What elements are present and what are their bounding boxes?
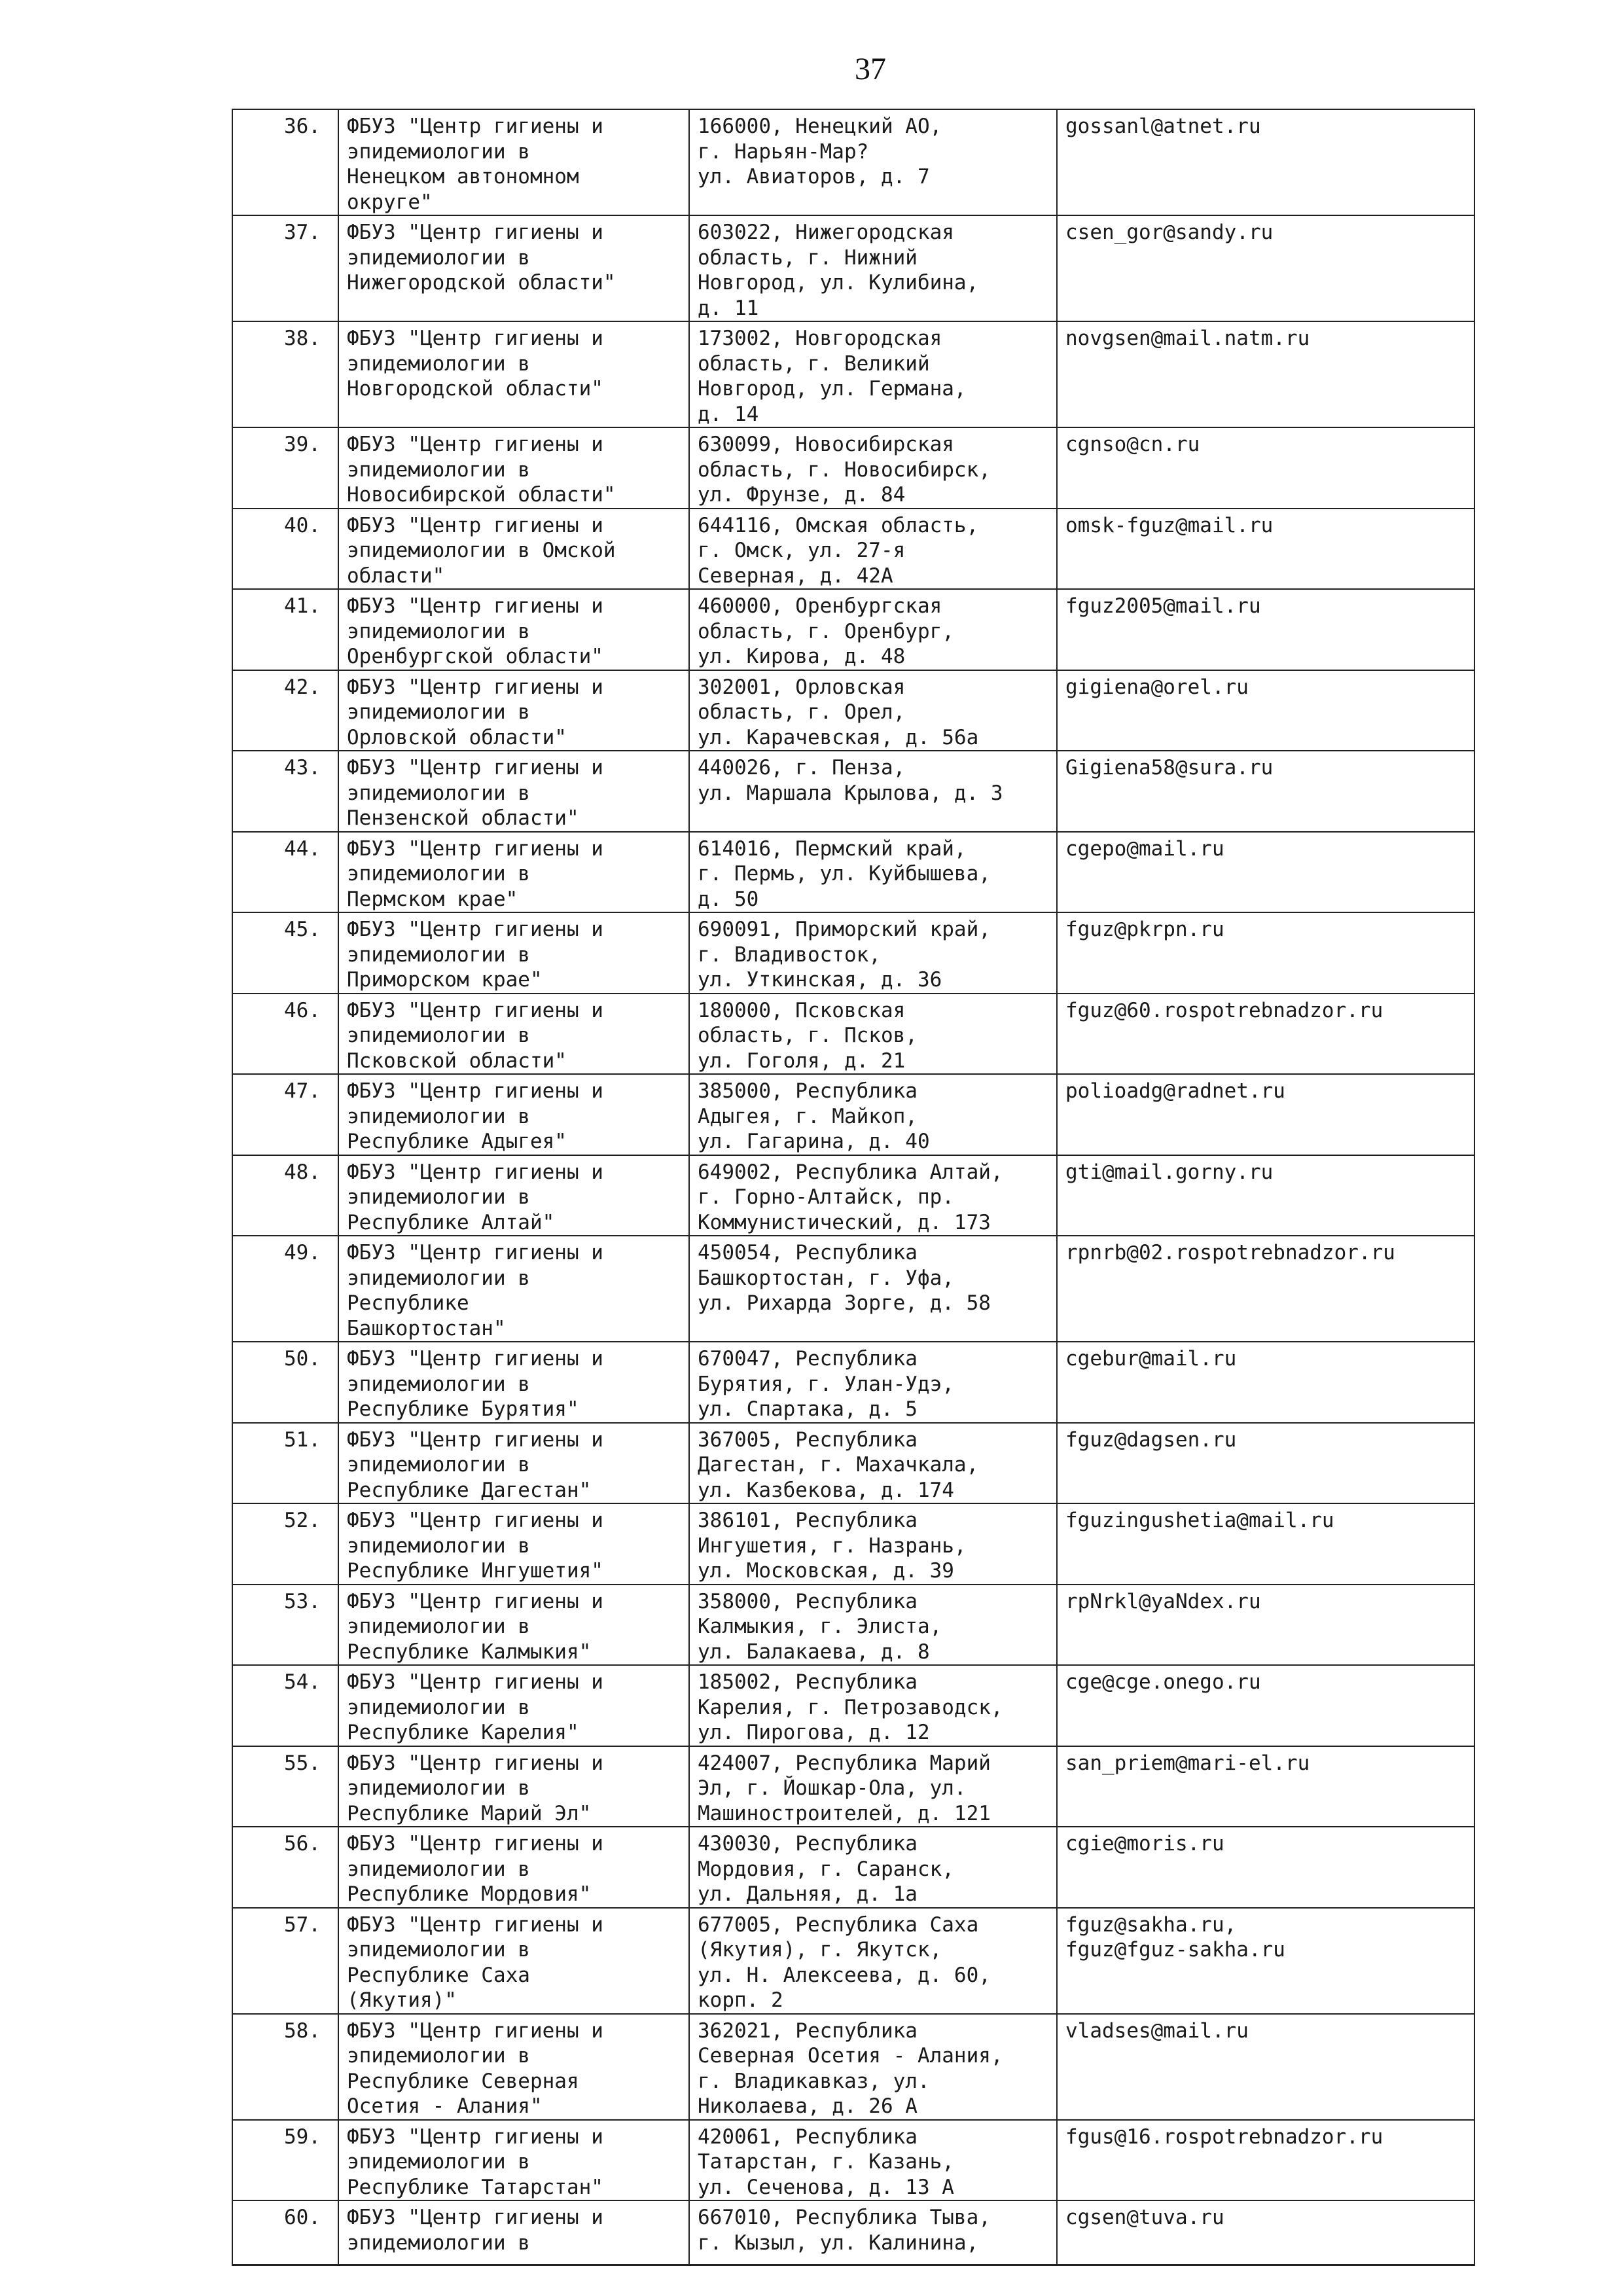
row-number-cell: 41. bbox=[232, 589, 338, 670]
organization-cell: ФБУЗ "Центр гигиены и эпидемиологии в Новгородской области" bbox=[338, 321, 689, 427]
email-cell: fguz2005@mail.ru bbox=[1057, 589, 1474, 670]
email-cell: san_priem@mari-el.ru bbox=[1057, 1746, 1474, 1827]
table-row bbox=[232, 215, 1474, 321]
address-cell: 420061, Республика Татарстан, г. Казань, ул. Сеченова, д. 13 А bbox=[689, 2120, 1057, 2201]
table-row bbox=[232, 2120, 1474, 2201]
email-cell: cge@cge.onego.ru bbox=[1057, 1665, 1474, 1746]
table-row bbox=[232, 1746, 1474, 1827]
row-number-cell: 53. bbox=[232, 1585, 338, 1666]
organization-cell: ФБУЗ "Центр гигиены и эпидемиологии в Республике Северная Осетия - Алания" bbox=[338, 2014, 689, 2120]
email-cell: gigiena@orel.ru bbox=[1057, 670, 1474, 751]
organization-cell: ФБУЗ "Центр гигиены и эпидемиологии в Республике Бурятия" bbox=[338, 1342, 689, 1423]
row-number-cell: 59. bbox=[232, 2120, 338, 2201]
table-body bbox=[232, 109, 1474, 2265]
address-cell: 367005, Республика Дагестан, г. Махачкала, ул. Казбекова, д. 174 bbox=[689, 1423, 1057, 1504]
table-row bbox=[232, 1827, 1474, 1908]
address-cell: 603022, Нижегородская область, г. Нижний Новгород, ул. Кулибина, д. 11 bbox=[689, 215, 1057, 321]
email-cell: fguz@60.rospotrebnadzor.ru bbox=[1057, 994, 1474, 1075]
email-cell: cgepo@mail.ru bbox=[1057, 832, 1474, 913]
row-number-cell: 44. bbox=[232, 832, 338, 913]
table-row bbox=[232, 1665, 1474, 1746]
address-cell: 358000, Республика Калмыкия, г. Элиста, ул. Балакаева, д. 8 bbox=[689, 1585, 1057, 1666]
email-cell: fgus@16.rospotrebnadzor.ru bbox=[1057, 2120, 1474, 2201]
table-row bbox=[232, 1342, 1474, 1423]
table-row bbox=[232, 427, 1474, 509]
email-cell: novgsen@mail.natm.ru bbox=[1057, 321, 1474, 427]
row-number-cell: 57. bbox=[232, 1908, 338, 2014]
address-cell: 630099, Новосибирская область, г. Новосибирск, ул. Фрунзе, д. 84 bbox=[689, 427, 1057, 509]
row-number-cell: 39. bbox=[232, 427, 338, 509]
address-cell: 385000, Республика Адыгея, г. Майкоп, ул. Гагарина, д. 40 bbox=[689, 1074, 1057, 1155]
email-cell: cgnso@cn.ru bbox=[1057, 427, 1474, 509]
address-cell: 614016, Пермский край, г. Пермь, ул. Куйбышева, д. 50 bbox=[689, 832, 1057, 913]
email-cell: fguz@pkrpn.ru bbox=[1057, 912, 1474, 994]
email-cell: csen_gor@sandy.ru bbox=[1057, 215, 1474, 321]
address-cell: 185002, Республика Карелия, г. Петрозаводск, ул. Пирогова, д. 12 bbox=[689, 1665, 1057, 1746]
address-cell: 460000, Оренбургская область, г. Оренбург, ул. Кирова, д. 48 bbox=[689, 589, 1057, 670]
table-row bbox=[232, 1503, 1474, 1585]
row-number-cell: 56. bbox=[232, 1827, 338, 1908]
row-number-cell: 49. bbox=[232, 1236, 338, 1342]
email-cell: gossanl@atnet.ru bbox=[1057, 109, 1474, 215]
table-row bbox=[232, 509, 1474, 590]
organization-cell: ФБУЗ "Центр гигиены и эпидемиологии в Нижегородской области" bbox=[338, 215, 689, 321]
email-cell: fguz@sakha.ru, fguz@fguz-sakha.ru bbox=[1057, 1908, 1474, 2014]
organization-cell: ФБУЗ "Центр гигиены и эпидемиологии в Республике Ингушетия" bbox=[338, 1503, 689, 1585]
organization-cell: ФБУЗ "Центр гигиены и эпидемиологии в Республике Алтай" bbox=[338, 1155, 689, 1236]
table-row bbox=[232, 2200, 1474, 2265]
table-row bbox=[232, 589, 1474, 670]
row-number-cell: 48. bbox=[232, 1155, 338, 1236]
email-cell: Gigiena58@sura.ru bbox=[1057, 751, 1474, 832]
organization-cell: ФБУЗ "Центр гигиены и эпидемиологии в Республике Саха (Якутия)" bbox=[338, 1908, 689, 2014]
table-row bbox=[232, 1423, 1474, 1504]
address-cell: 302001, Орловская область, г. Орел, ул. Карачевская, д. 56а bbox=[689, 670, 1057, 751]
row-number-cell: 43. bbox=[232, 751, 338, 832]
table-row bbox=[232, 832, 1474, 913]
row-number-cell: 60. bbox=[232, 2200, 338, 2265]
table-row bbox=[232, 321, 1474, 427]
row-number-cell: 50. bbox=[232, 1342, 338, 1423]
row-number-cell: 36. bbox=[232, 109, 338, 215]
organization-cell: ФБУЗ "Центр гигиены и эпидемиологии в Новосибирской области" bbox=[338, 427, 689, 509]
row-number-cell: 42. bbox=[232, 670, 338, 751]
address-cell: 670047, Республика Бурятия, г. Улан-Удэ, ул. Спартака, д. 5 bbox=[689, 1342, 1057, 1423]
organization-cell: ФБУЗ "Центр гигиены и эпидемиологии в Республике Карелия" bbox=[338, 1665, 689, 1746]
table-row bbox=[232, 2014, 1474, 2120]
email-cell: fguzingushetia@mail.ru bbox=[1057, 1503, 1474, 1585]
address-cell: 180000, Псковская область, г. Псков, ул. Гоголя, д. 21 bbox=[689, 994, 1057, 1075]
address-cell: 440026, г. Пенза, ул. Маршала Крылова, д. 3 bbox=[689, 751, 1057, 832]
organization-cell: ФБУЗ "Центр гигиены и эпидемиологии в Омской области" bbox=[338, 509, 689, 590]
email-cell: rpnrb@02.rospotrebnadzor.ru bbox=[1057, 1236, 1474, 1342]
email-cell: fguz@dagsen.ru bbox=[1057, 1423, 1474, 1504]
row-number-cell: 51. bbox=[232, 1423, 338, 1504]
organization-cell: ФБУЗ "Центр гигиены и эпидемиологии в Республике Башкортостан" bbox=[338, 1236, 689, 1342]
email-cell: rpNrkl@yaNdex.ru bbox=[1057, 1585, 1474, 1666]
row-number-cell: 47. bbox=[232, 1074, 338, 1155]
address-cell: 644116, Омская область, г. Омск, ул. 27-я Северная, д. 42А bbox=[689, 509, 1057, 590]
organization-cell: ФБУЗ "Центр гигиены и эпидемиологии в Республике Татарстан" bbox=[338, 2120, 689, 2201]
table-row bbox=[232, 1236, 1474, 1342]
table-row bbox=[232, 1155, 1474, 1236]
address-cell: 677005, Республика Саха (Якутия), г. Якутск, ул. Н. Алексеева, д. 60, корп. 2 bbox=[689, 1908, 1057, 2014]
row-number-cell: 58. bbox=[232, 2014, 338, 2120]
organization-cell: ФБУЗ "Центр гигиены и эпидемиологии в Пермском крае" bbox=[338, 832, 689, 913]
address-cell: 362021, Республика Северная Осетия - Алания, г. Владикавказ, ул. Николаева, д. 26 А bbox=[689, 2014, 1057, 2120]
table-row bbox=[232, 670, 1474, 751]
email-cell: gti@mail.gorny.ru bbox=[1057, 1155, 1474, 1236]
row-number-cell: 52. bbox=[232, 1503, 338, 1585]
address-cell: 166000, Ненецкий АО, г. Нарьян-Мар? ул. Авиаторов, д. 7 bbox=[689, 109, 1057, 215]
organization-cell: ФБУЗ "Центр гигиены и эпидемиологии в Псковской области" bbox=[338, 994, 689, 1075]
row-number-cell: 45. bbox=[232, 912, 338, 994]
organization-cell: ФБУЗ "Центр гигиены и эпидемиологии в Оренбургской области" bbox=[338, 589, 689, 670]
organization-cell: ФБУЗ "Центр гигиены и эпидемиологии в Республике Калмыкия" bbox=[338, 1585, 689, 1666]
email-cell: cgsen@tuva.ru bbox=[1057, 2200, 1474, 2265]
organization-cell: ФБУЗ "Центр гигиены и эпидемиологии в Республике Мордовия" bbox=[338, 1827, 689, 1908]
page-number: 37 bbox=[855, 52, 886, 86]
organization-cell: ФБУЗ "Центр гигиены и эпидемиологии в bbox=[338, 2200, 689, 2265]
row-number-cell: 37. bbox=[232, 215, 338, 321]
organization-cell: ФБУЗ "Центр гигиены и эпидемиологии в Республике Марий Эл" bbox=[338, 1746, 689, 1827]
address-cell: 424007, Республика Марий Эл, г. Йошкар-Ола, ул. Машиностроителей, д. 121 bbox=[689, 1746, 1057, 1827]
table-row bbox=[232, 1585, 1474, 1666]
organization-cell: ФБУЗ "Центр гигиены и эпидемиологии в Пензенской области" bbox=[338, 751, 689, 832]
table-row bbox=[232, 1074, 1474, 1155]
table-row bbox=[232, 1908, 1474, 2014]
address-cell: 430030, Республика Мордовия, г. Саранск, ул. Дальняя, д. 1а bbox=[689, 1827, 1057, 1908]
organization-cell: ФБУЗ "Центр гигиены и эпидемиологии в Орловской области" bbox=[338, 670, 689, 751]
email-cell: cgie@moris.ru bbox=[1057, 1827, 1474, 1908]
address-cell: 690091, Приморский край, г. Владивосток, ул. Уткинская, д. 36 bbox=[689, 912, 1057, 994]
table-row bbox=[232, 751, 1474, 832]
email-cell: polioadg@radnet.ru bbox=[1057, 1074, 1474, 1155]
email-cell: omsk-fguz@mail.ru bbox=[1057, 509, 1474, 590]
address-cell: 386101, Республика Ингушетия, г. Назрань, ул. Московская, д. 39 bbox=[689, 1503, 1057, 1585]
organization-cell: ФБУЗ "Центр гигиены и эпидемиологии в Приморском крае" bbox=[338, 912, 689, 994]
address-cell: 667010, Республика Тыва, г. Кызыл, ул. Калинина, bbox=[689, 2200, 1057, 2265]
organization-cell: ФБУЗ "Центр гигиены и эпидемиологии в Республике Дагестан" bbox=[338, 1423, 689, 1504]
email-cell: vladses@mail.ru bbox=[1057, 2014, 1474, 2120]
organization-cell: ФБУЗ "Центр гигиены и эпидемиологии в Ненецком автономном округе" bbox=[338, 109, 689, 215]
email-cell: cgebur@mail.ru bbox=[1057, 1342, 1474, 1423]
table-row bbox=[232, 912, 1474, 994]
registry-table bbox=[232, 109, 1475, 2266]
row-number-cell: 46. bbox=[232, 994, 338, 1075]
row-number-cell: 38. bbox=[232, 321, 338, 427]
table-row bbox=[232, 109, 1474, 215]
address-cell: 450054, Республика Башкортостан, г. Уфа, ул. Рихарда Зорге, д. 58 bbox=[689, 1236, 1057, 1342]
table-row bbox=[232, 994, 1474, 1075]
address-cell: 649002, Республика Алтай, г. Горно-Алтайск, пр. Коммунистический, д. 173 bbox=[689, 1155, 1057, 1236]
row-number-cell: 40. bbox=[232, 509, 338, 590]
row-number-cell: 55. bbox=[232, 1746, 338, 1827]
organization-cell: ФБУЗ "Центр гигиены и эпидемиологии в Республике Адыгея" bbox=[338, 1074, 689, 1155]
address-cell: 173002, Новгородская область, г. Великий Новгород, ул. Германа, д. 14 bbox=[689, 321, 1057, 427]
row-number-cell: 54. bbox=[232, 1665, 338, 1746]
